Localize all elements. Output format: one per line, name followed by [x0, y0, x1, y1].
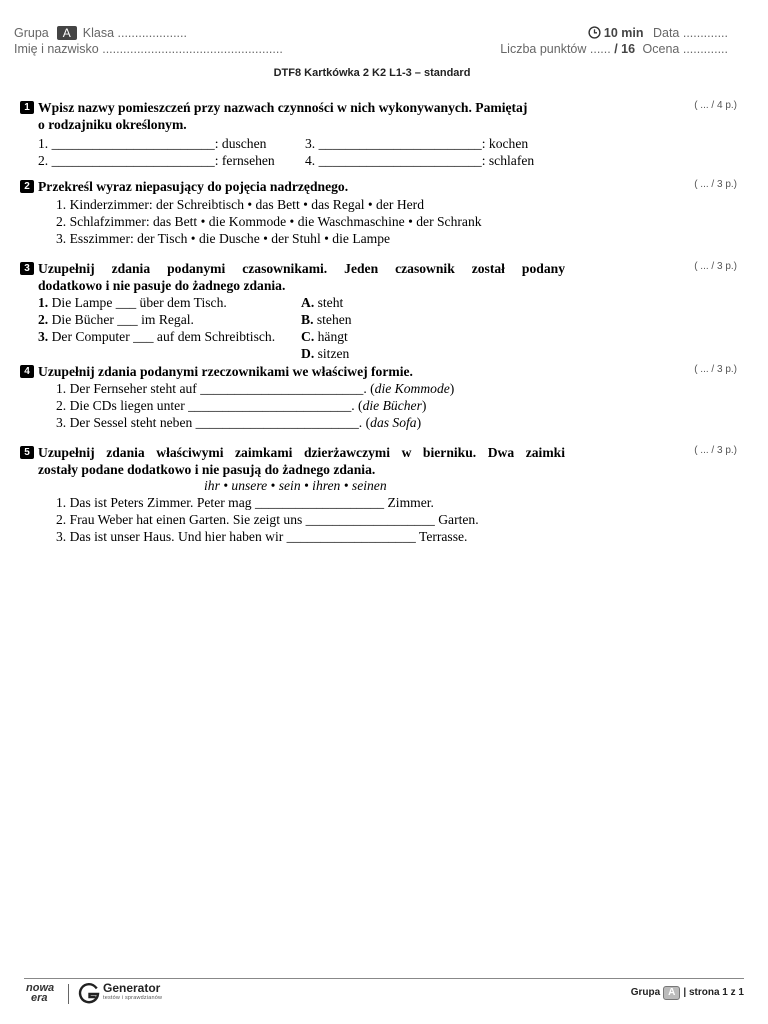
sentence-text: Der Computer ___ auf dem Schreibtisch.: [48, 329, 276, 344]
option-item: [301, 328, 352, 345]
list-item: 2. Frau Weber hat einen Garten. Sie zeigt uns ___________________ Garten.: [56, 512, 479, 527]
option-text: stehen: [313, 312, 352, 327]
option-text: hängt: [314, 329, 348, 344]
option-letter: C.: [301, 329, 315, 344]
sentence-number: 3.: [38, 329, 49, 344]
option-letter: B.: [301, 312, 314, 327]
grade-field: Ocena .............: [642, 42, 728, 56]
option-letter: D.: [301, 346, 315, 361]
task-4: [20, 363, 740, 431]
item-hint: das Sofa: [370, 415, 417, 430]
class-field: Klasa ....................: [82, 26, 187, 40]
header-right-row2: [500, 42, 728, 56]
sentence-text: Die Bücher ___ im Regal.: [48, 312, 194, 327]
blank-item: 2. ________________________: fernsehen: [38, 153, 275, 168]
task-row: [20, 135, 740, 152]
task-3: [20, 260, 740, 361]
list-item: [20, 380, 740, 397]
sentence-item: [38, 311, 740, 328]
instruction-line: Uzupełnij zdania właściwymi zaimkami dzierżawczymi w bierniku. Dwa zaimki: [38, 445, 565, 460]
task-instruction: [38, 99, 565, 133]
task-number: 3: [20, 262, 34, 275]
blank-item: 3. ________________________: kochen: [305, 136, 529, 151]
instruction-line: Wpisz nazwy pomieszczeń przy nazwach czynności w nich wykonywanych. Pamiętaj: [38, 100, 528, 115]
item-hint: die Kommode: [374, 381, 450, 396]
task-instruction: Przekreśl wyraz niepasujący do pojęcia nadrzędnego.: [38, 179, 349, 194]
list-item: 1. Kinderzimmer: der Schreibtisch • das Bett • das Regal • der Herd: [56, 197, 424, 212]
task-number: 1: [20, 101, 34, 114]
item-close: ): [421, 398, 427, 413]
item-text: 3. Der Sessel steht neben ________________________. (: [56, 415, 371, 430]
instruction-line: dodatkowo i nie pasuje do żadnego zdania.: [38, 278, 286, 293]
task-points: ( ... / 3 p.): [694, 179, 737, 190]
generator-brand: [103, 982, 162, 1001]
sentence-number: 2.: [38, 312, 49, 327]
task-number: 4: [20, 365, 34, 378]
blank-item: 1. ________________________: duschen: [38, 136, 267, 151]
points-total: / 16: [614, 42, 636, 56]
task-2: [20, 178, 740, 247]
brand-subtitle: testów i sprawdzianów: [103, 995, 163, 1001]
sentence-text: Die Lampe ___ über dem Tisch.: [48, 295, 227, 310]
sentence-number: 1.: [38, 295, 49, 310]
instruction-line: zostały podane dodatkowo i nie pasują do żadnego zdania.: [38, 462, 376, 477]
date-field: Data .............: [652, 26, 728, 40]
group-label: Grupa: [14, 26, 49, 40]
option-letter: A.: [301, 295, 315, 310]
task-row: [20, 152, 740, 169]
task-points: ( ... / 4 p.): [694, 100, 737, 111]
task-number: 5: [20, 446, 34, 459]
task-instruction: Uzupełnij zdania podanymi rzeczownikami we właściwej formie.: [38, 364, 413, 379]
brand-name: Generator: [103, 981, 161, 995]
footer-divider: [24, 978, 744, 979]
options-list: [301, 294, 352, 362]
word-bank: ihr • unsere • sein • ihren • seinen: [204, 478, 387, 493]
option-item: [301, 294, 352, 311]
task-points: ( ... / 3 p.): [694, 364, 737, 375]
header-left-row1: [14, 26, 187, 40]
list-item: [20, 414, 740, 431]
list-item: 1. Das ist Peters Zimmer. Peter mag ___________________ Zimmer.: [56, 495, 434, 510]
page-info: [631, 986, 744, 1000]
instruction-line: o rodzajniku określonym.: [38, 117, 187, 132]
option-text: steht: [314, 295, 344, 310]
list-item: [20, 397, 740, 414]
name-field-label: Imię i nazwisko ....................................................: [14, 42, 283, 56]
item-close: ): [449, 381, 455, 396]
list-item: 3. Das ist unser Haus. Und hier haben wir ___________________ Terrasse.: [56, 529, 468, 544]
task-1: [20, 99, 740, 169]
list-item: 2. Schlafzimmer: das Bett • die Kommode • die Waschmaschine • der Schrank: [56, 214, 482, 229]
task-number: 2: [20, 180, 34, 193]
task-points: ( ... / 3 p.): [694, 445, 737, 456]
sentence-item: [38, 328, 740, 345]
logo-nowa-text: nowa: [26, 982, 55, 994]
time-value: 10 min: [603, 26, 644, 40]
task-instruction: [38, 260, 565, 294]
option-item: [301, 345, 352, 362]
list-item: 3. Esszimmer: der Tisch • die Dusche • der Stuhl • die Lampe: [56, 231, 391, 246]
name-field: [14, 42, 283, 56]
item-hint: die Bücher: [362, 398, 422, 413]
clock-icon: [588, 26, 601, 39]
task-points: ( ... / 3 p.): [694, 261, 737, 272]
item-text: 2. Die CDs liegen unter ________________________. (: [56, 398, 363, 413]
logo-era-text: era: [31, 992, 48, 1004]
item-close: ): [416, 415, 422, 430]
instruction-line: Uzupełnij zdania podanymi czasownikami. Jeden czasownik został podany: [38, 261, 565, 276]
points-field: Liczba punktów ......: [500, 42, 611, 56]
blank-item: 4. ________________________: schlafen: [305, 153, 535, 168]
option-item: [301, 311, 352, 328]
logo-separator: [68, 984, 69, 1004]
header-right-row1: [588, 26, 728, 40]
group-badge: A: [57, 26, 77, 40]
generator-logo-icon: [77, 981, 101, 1005]
nowa-era-logo: [26, 983, 60, 1003]
sentence-item: [38, 294, 740, 311]
page-number: | strona 1 z 1: [683, 987, 744, 998]
item-text: 1. Der Fernseher steht auf ________________________. (: [56, 381, 375, 396]
task-5: [20, 444, 740, 545]
footer-group-badge: A: [663, 986, 680, 1000]
task-instruction: [38, 444, 565, 478]
footer-group-label: Grupa: [630, 987, 661, 998]
matching-block: [38, 294, 740, 361]
option-text: sitzen: [314, 346, 350, 361]
page-title: DTF8 Kartkówka 2 K2 L1-3 – standard: [273, 67, 471, 79]
